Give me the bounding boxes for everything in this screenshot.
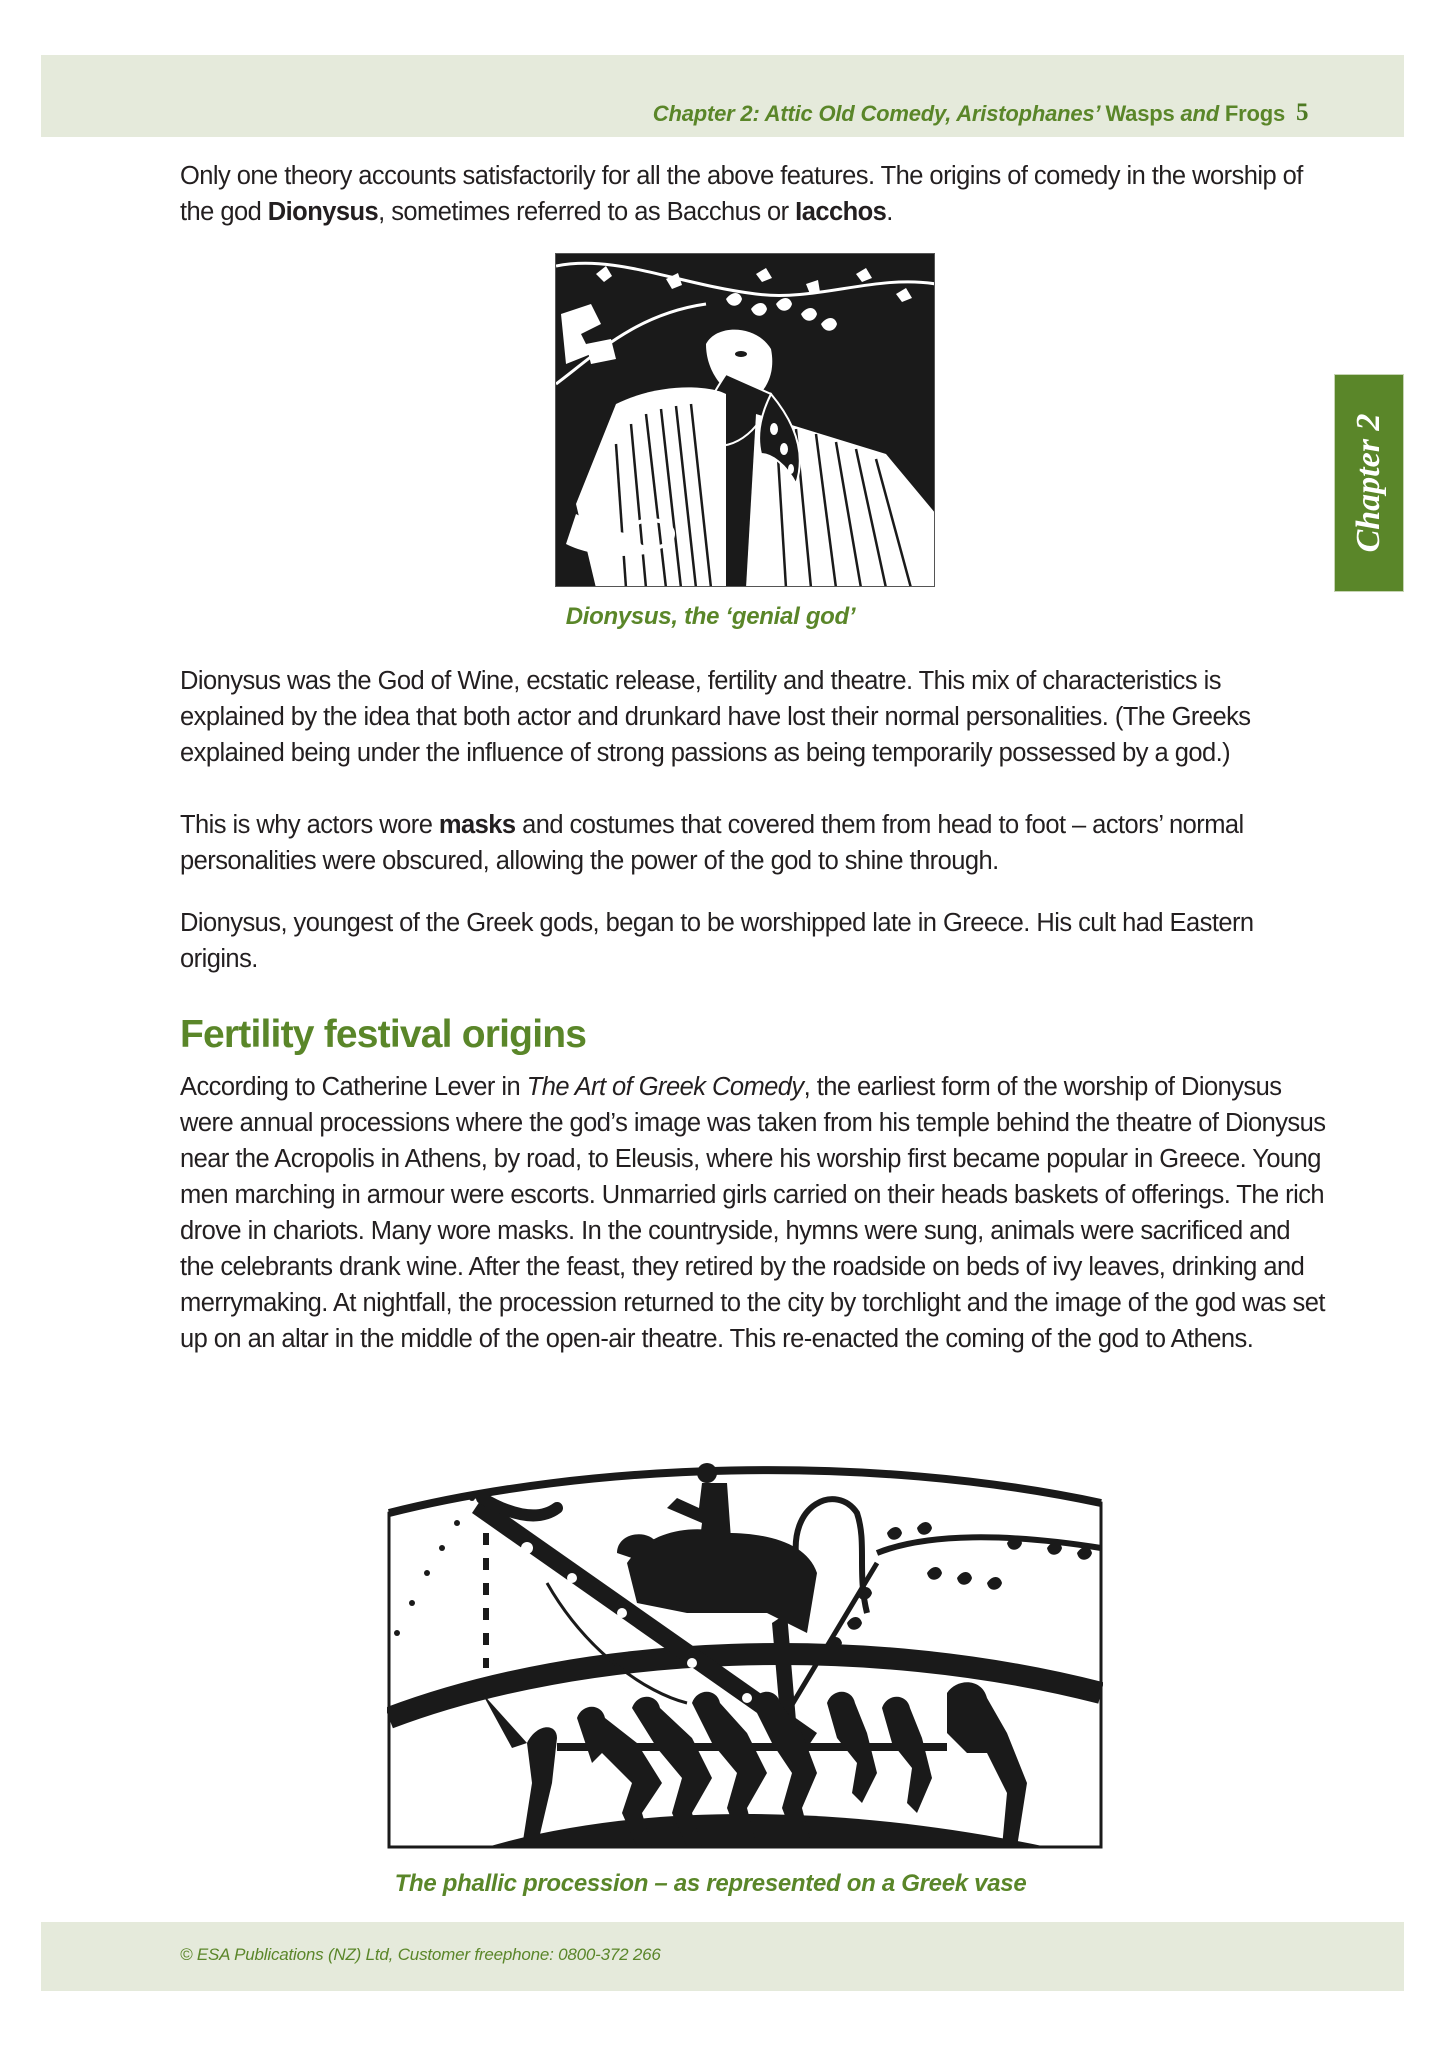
section-heading: Fertility festival origins (180, 1013, 587, 1056)
footer-copyright: © ESA Publications (NZ) Ltd, Customer freephone: 0800-372 266 (180, 1945, 661, 1964)
running-header-title (653, 101, 1285, 127)
paragraph-masks (180, 807, 1330, 879)
paragraph-text: and costumes that covered them from head to foot – actors’ normal personalities were obscured, allowing the power of the god to shine through. (180, 811, 1244, 875)
term-iacchos: Iacchos (795, 198, 887, 226)
paragraph-fertility-festival (180, 1069, 1330, 1357)
paragraph-text: Dionysus was the God of Wine, ecstatic release, fertility and theatre. This mix of characteristics is explained by the idea that both actor and drunkard have lost their normal personalities. (The Greeks explained being under the influence of strong passions as being temporarily possessed by a god.) (180, 667, 1251, 767)
paragraph-text: , the earliest form of the worship of Dionysus were annual processions where the god’s image was taken from his temple behind the theatre of Dionysus near the Acropolis in Athens, by road, to Eleusis, where his worship first became popular in Greece. Young men marching in armour were escorts. Unmarried girls carried on their heads baskets of offerings. The rich drove in chariots. Many wore masks. In the countryside, hymns were sung, animals were sacrificed and the celebrants drank wine. After the feast, they retired by the roadside on beds of ivy leaves, drinking and merrymaking. At nightfall, the procession returned to the city by torchlight and the image of the god was set up on an altar in the middle of the open-air theatre. This re-enacted the coming of the god to Athens. (180, 1073, 1326, 1353)
header-title-wasps: Wasps (1105, 101, 1175, 126)
intro-text: . (886, 198, 893, 226)
intro-text: Only one theory accounts satisfactorily for all the above features. The origins of comedy in the worship of the god (180, 162, 1303, 226)
intro-paragraph (180, 158, 1330, 230)
paragraph-text: Dionysus, youngest of the Greek gods, began to be worshipped late in Greece. His cult had Eastern origins. (180, 909, 1254, 973)
header-title-and: and (1174, 101, 1225, 126)
paragraph-text: According to Catherine Lever in (180, 1073, 527, 1101)
greek-vase-procession-icon (387, 1453, 1103, 1853)
paragraph-text: This is why actors wore (180, 811, 439, 839)
dionysus-illustration-icon (555, 253, 935, 587)
paragraph-god-of-wine (180, 663, 1330, 771)
paragraph-youngest-god (180, 905, 1330, 977)
header-title-frogs: Frogs (1224, 101, 1285, 126)
header-title-text: Chapter 2: Attic Old Comedy, Aristophanes’ (652, 101, 1106, 126)
figure-caption-vase: The phallic procession – as represented on a Greek vase (394, 1870, 1027, 1897)
page-number: 5 (1296, 99, 1309, 126)
book-title: The Art of Greek Comedy (526, 1073, 804, 1101)
term-dionysus: Dionysus (267, 198, 379, 226)
chapter-tab-label: Chapter 2 (1350, 413, 1387, 553)
intro-text: , sometimes referred to as Bacchus or (378, 198, 796, 226)
chapter-tab (1334, 374, 1404, 592)
term-masks: masks (438, 811, 516, 839)
figure-caption-dionysus: Dionysus, the ‘genial god’ (565, 603, 856, 630)
